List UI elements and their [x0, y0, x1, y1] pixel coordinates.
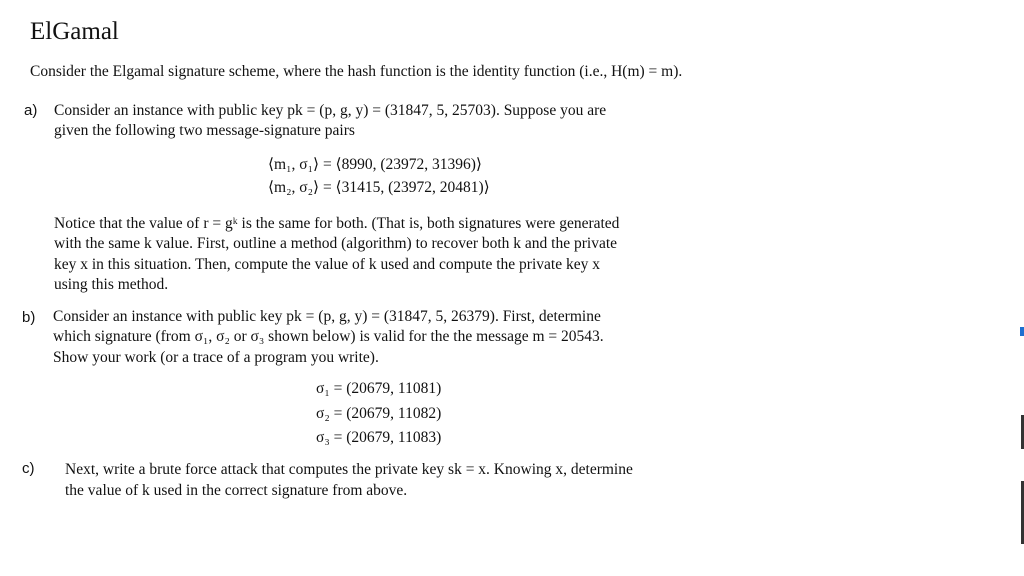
part-b-line: Show your work (or a trace of a program you write).	[53, 349, 379, 366]
part-c-line: the value of k used in the correct signature from above.	[65, 482, 408, 499]
part-a-para: using this method.	[54, 276, 169, 293]
part-a-para: key x in this situation. Then, compute the value of k used and compute the private key x	[54, 256, 600, 273]
intro-text: Consider the Elgamal signature scheme, where the hash function is the identity function (i.e., H(m) = m).	[30, 63, 683, 80]
part-b-line: Consider an instance with public key pk = (p, g, y) = (31847, 5, 26379). First, determine	[53, 308, 601, 325]
part-c-label: c)	[22, 460, 35, 477]
signature: σ₃ = (20679, 11083)	[316, 429, 442, 446]
part-a-label: a)	[24, 102, 38, 119]
part-a-line: Consider an instance with public key pk = (p, g, y) = (31847, 5, 25703). Suppose you are	[54, 102, 607, 119]
part-a-para: Notice that the value of r = gᵏ is the same for both. (That is, both signatures were generated	[54, 215, 620, 232]
part-a-line: given the following two message-signature pairs	[54, 122, 355, 139]
signature: σ₂ = (20679, 11082)	[316, 405, 442, 422]
signature: σ₁ = (20679, 11081)	[316, 380, 442, 397]
part-b-line: which signature (from σ₁, σ₂ or σ₃ shown below) is valid for the the message m = 20543.	[53, 328, 604, 345]
part-a-para: with the same k value. First, outline a method (algorithm) to recover both k and the private	[54, 235, 618, 252]
part-c-line: Next, write a brute force attack that computes the private key sk = x. Knowing x, determine	[65, 461, 633, 478]
equation: ⟨m₁, σ₁⟩ = ⟨8990, (23972, 31396)⟩	[268, 156, 482, 173]
page-title: ElGamal	[30, 18, 119, 45]
equation: ⟨m₂, σ₂⟩ = ⟨31415, (23972, 20481)⟩	[268, 179, 490, 196]
edge-button[interactable]	[1020, 327, 1024, 336]
part-b-label: b)	[22, 309, 36, 326]
